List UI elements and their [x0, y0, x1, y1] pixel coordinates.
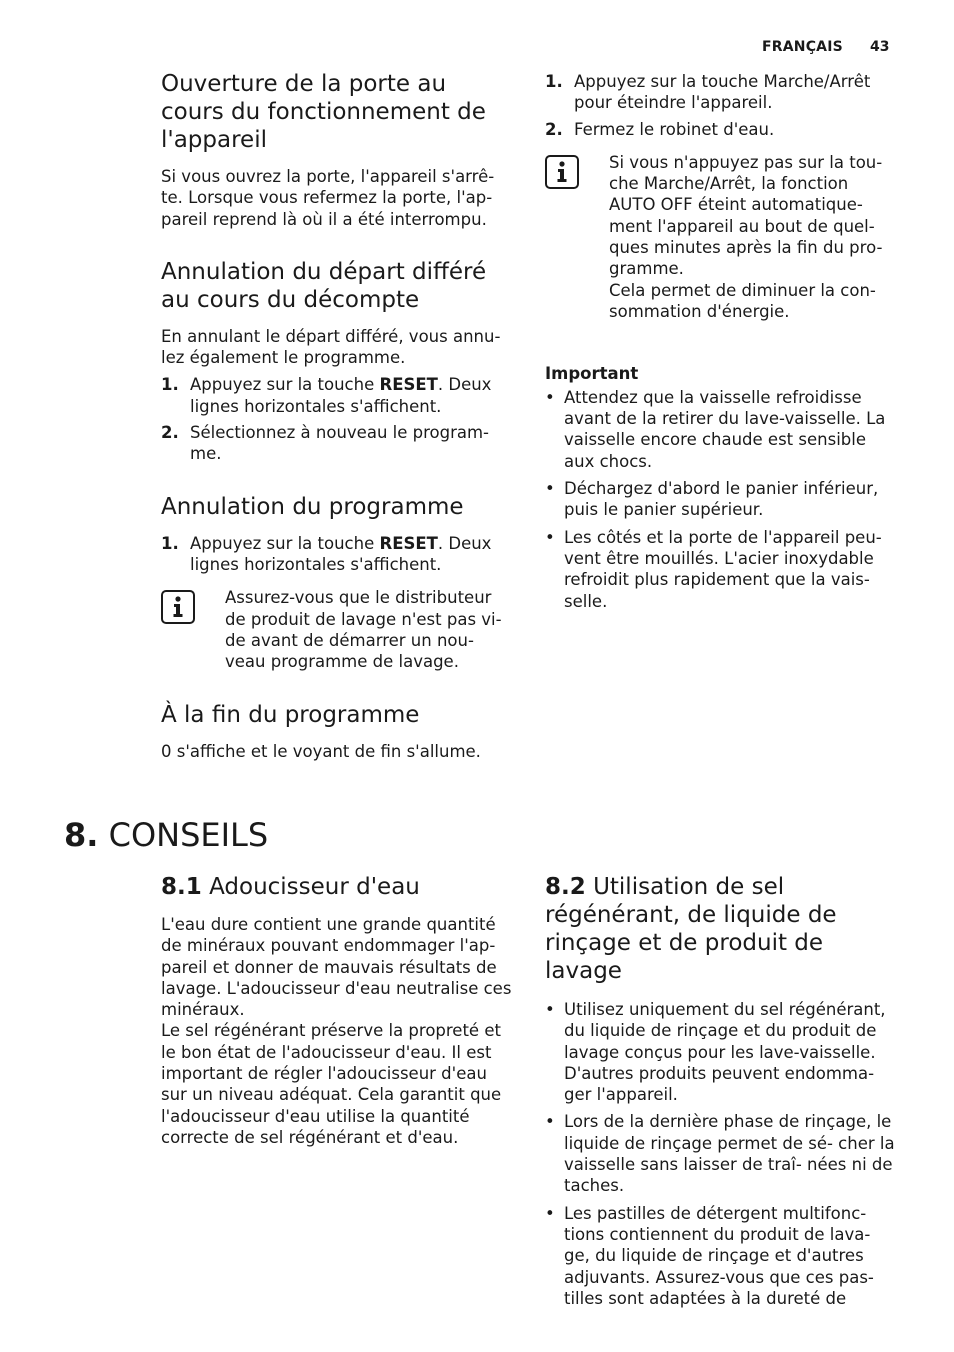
section-heading-8-2	[545, 873, 895, 985]
water-softener-para-1: L'eau dure contient une grande quantité de minéraux pouvant endommager l'ap- pareil et donner de mauvais résultats de lavage. L'adoucisseur d'eau neutralise ces minéraux.	[161, 915, 512, 1020]
auto-off-note	[609, 152, 899, 322]
water-softener-para-2: Le sel régénérant préserve la propreté et le bon état de l'adoucisseur d'eau. Il est important de régler l'adoucisseur d'eau sur un niveau adéquat. Cela garantit que l'adoucisseur d'eau utilise la quantité correcte de sel régénérant et d'eau.	[161, 1021, 502, 1147]
step-number: 1.	[545, 72, 563, 91]
switch-off-steps	[545, 71, 895, 140]
info-note	[545, 152, 895, 330]
step-text: Sélectionnez à nouveau le program- me.	[190, 423, 490, 464]
page-number: 43	[870, 39, 890, 55]
info-icon	[545, 155, 579, 189]
step-text: Fermez le robinet d'eau.	[574, 119, 775, 139]
section-water-softener	[161, 873, 515, 1148]
auto-off-note-text: Si vous n'appuyez pas sur la tou- che Marche/Arrêt, la fonction AUTO OFF éteint automatique- ment l'appareil au bout de quel- ques minutes après la fin du pro- gramme.	[609, 152, 883, 279]
section-title: Adoucisseur d'eau	[209, 874, 420, 900]
step-text: Appuyez sur la touche	[190, 375, 380, 395]
step-number: 2.	[545, 119, 563, 139]
cancel-program-steps	[161, 533, 515, 576]
section-number: 8.1	[161, 874, 202, 900]
list-item: • Les pastilles de détergent multifonc- tions contiennent du produit de lava- ge, du liquide de rinçage et d'autres adjuvants. Assurez-vous que ces pas- tilles sont adaptées à la dureté de	[545, 1203, 895, 1309]
important-list	[545, 387, 895, 612]
list-item: • Lors de la dernière phase de rinçage, le liquide de rinçage permet de sé- cher la vaisselle sans laisser de traî- nées ni de taches.	[545, 1111, 895, 1196]
chapter-title: CONSEILS	[108, 816, 269, 854]
right-column	[545, 71, 895, 612]
list-item: • Les côtés et la porte de l'appareil peu- vent être mouillés. L'acier inoxydable refroidit plus rapidement que la vais- selle.	[545, 527, 895, 612]
list-item: • Attendez que la vaisselle refroidisse avant de la retirer du lave-vaisselle. La vaisselle encore chaude est sensible aux chocs.	[545, 387, 895, 472]
section-number: 8.2	[545, 874, 586, 900]
list-item	[161, 374, 515, 417]
left-column	[161, 70, 515, 763]
info-icon	[161, 590, 195, 624]
list-item	[545, 71, 895, 114]
cancel-delay-text: En annulant le départ différé, vous annu- lez également le programme.	[161, 326, 501, 368]
info-note-text: Assurez-vous que le distributeur de produit de lavage n'est pas vi- de avant de démarrer un nou- veau programme de lavage.	[225, 588, 502, 672]
section-products	[545, 873, 895, 1309]
info-note	[161, 587, 515, 675]
section-title: Utilisation de sel régénérant, de liquide de rinçage et de produit de lavage	[545, 874, 837, 984]
list-item	[161, 422, 515, 465]
section-heading-8-1	[161, 873, 515, 901]
section-title-cancel-program: Annulation du programme	[161, 493, 464, 520]
step-text: Appuyez sur la touche	[190, 533, 380, 553]
step-number: 1.	[161, 533, 179, 553]
products-list	[545, 999, 895, 1309]
step-number: 1.	[161, 375, 179, 395]
list-item	[545, 119, 895, 140]
step-text: . Deux lignes horizontales s'affichent.	[190, 533, 492, 574]
list-item: • Déchargez d'abord le panier inférieur, puis le panier supérieur.	[545, 478, 895, 521]
step-text: Appuyez sur la touche Marche/Arrêt pour éteindre l'appareil.	[574, 72, 871, 113]
list-item: • Utilisez uniquement du sel régénérant, du liquide de rinçage et du produit de lavage conçus pour les lave-vaisselle. D'autres produits peuvent endomma- ger l'appareil.	[545, 999, 895, 1105]
important-label: Important	[545, 363, 639, 383]
chapter-number: 8.	[64, 816, 99, 854]
chapter-heading	[64, 813, 268, 857]
door-opening-text: Si vous ouvrez la porte, l'appareil s'arrê- te. Lorsque vous refermez la porte, l'ap- pareil reprend là où il a été interrompu.	[161, 167, 495, 229]
section-title-door-opening: Ouverture de la porte au cours du fonctionnement de l'appareil	[161, 71, 486, 153]
step-number: 2.	[161, 423, 179, 443]
header-language: FRANÇAIS	[762, 39, 843, 55]
section-title-cancel-delay: Annulation du départ différé au cours du décompte	[161, 258, 487, 313]
energy-note-text: Cela permet de diminuer la con- sommation d'énergie.	[609, 280, 876, 321]
section-title-end-program: À la fin du programme	[161, 702, 420, 729]
reset-key-label: RESET	[379, 375, 438, 395]
reset-key-label: RESET	[379, 533, 438, 553]
list-item	[161, 533, 515, 576]
end-program-text: 0 s'affiche et le voyant de fin s'allume.	[161, 742, 481, 762]
cancel-delay-steps	[161, 374, 515, 464]
step-text: . Deux lignes horizontales s'affichent.	[190, 375, 492, 416]
